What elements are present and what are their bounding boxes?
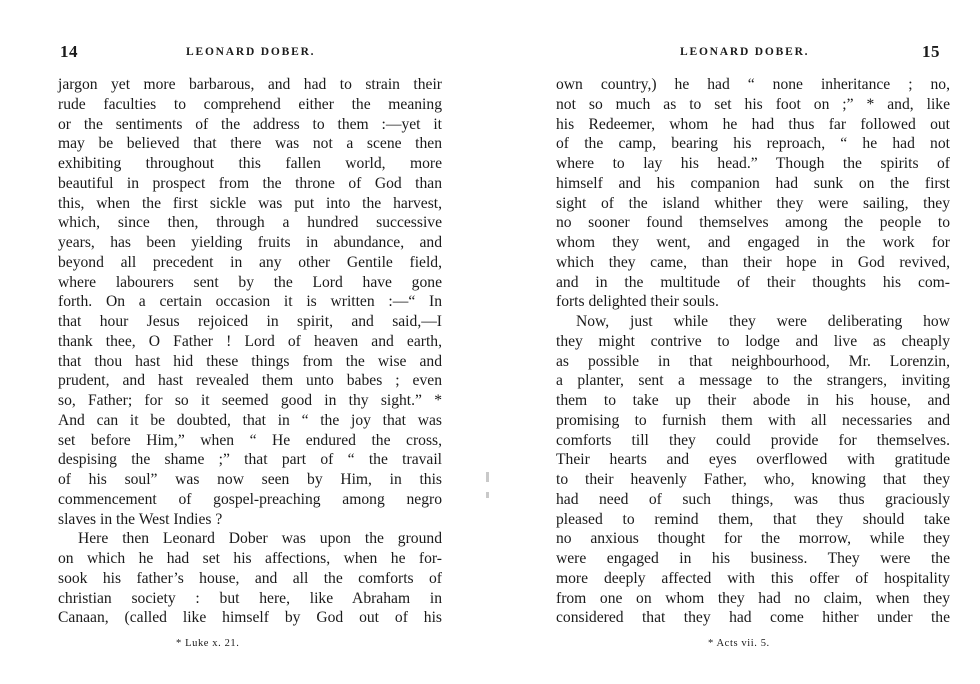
text-line: rude faculties to comprehend either the meaning [58,95,442,113]
text-line: himself and his companion had sunk on the first [556,174,950,192]
left-body-text [58,75,442,628]
text-line: more deeply affected with this offer of hospitality [556,569,950,587]
right-footnote: * Acts vii. 5. [708,638,770,649]
text-line: that thou hast hid these things from the wise and [58,352,442,370]
text-line: set before Him,” when “ He endured the cross, [58,431,442,449]
gutter-mark [486,492,489,498]
text-line: no anxious thought for the morrow, while they [556,530,950,548]
text-line: so, Father; for so it seemed good in thy sight.” * [58,392,442,409]
text-line: beautiful in prospect from the throne of God than [58,174,442,192]
text-line: Their hearts and eyes overflowed with gratitude [556,451,950,469]
text-line: Canaan, (called like himself by God out of his [58,609,442,627]
text-line: from one on whom they had no claim, when they [556,589,950,607]
text-line: comforts till they could provide for themselves. [556,431,950,449]
text-line: as possible in that neighbourhood, Mr. Lorenzin, [556,352,950,370]
text-line: which, since then, through a hundred successive [58,214,442,232]
text-line: were engaged in his business. They were the [556,550,950,567]
text-line: thank thee, O Father ! Lord of heaven and earth, [58,332,442,350]
text-line: years, has been yielding fruits in abundance, and [58,234,442,251]
right-running-title: LEONARD DOBER. [680,46,810,58]
text-line: not so much as to set his foot on ;” * and, like [556,95,950,113]
text-line: And can it be doubted, that in “ the joy that was [58,411,442,429]
text-line: own country,) he had “ none inheritance ; no, [556,76,950,93]
text-line: exhibiting throughout this fallen world, more [58,155,442,172]
text-line: sook his father’s house, and all the comforts of [58,569,442,587]
left-running-title: LEONARD DOBER. [186,46,316,58]
text-line: where labourers sent by the Lord have gone [58,273,442,291]
right-running-head [556,42,950,62]
text-line: promising to furnish them with all necessaries and [556,411,950,429]
text-line: prudent, and hast revealed them unto babes ; even [58,372,442,390]
right-page-number: 15 [922,42,940,61]
left-running-head [58,42,442,62]
text-line: jargon yet more barbarous, and had to strain their [58,76,442,93]
text-line: of the camp, bearing his reproach, “ he had not [556,135,950,153]
right-body-text [556,75,950,628]
text-line: Here then Leonard Dober was upon the ground [78,530,442,548]
text-line: no sooner found themselves among the people to [556,214,950,232]
text-line: forth. On a certain occasion it is written :—“ In [58,293,442,311]
text-line: where to lay his head.” Though the spirits of [556,155,950,172]
text-line: that hour Jesus rejoiced in spirit, and said,—I [58,313,442,330]
text-line: sight of the island whither they were sailing, they [556,194,950,212]
text-line: his Redeemer, whom he had thus far followed out [556,115,950,133]
left-page [58,0,442,684]
text-line: they might contrive to lodge and live as cheaply [556,332,950,350]
text-line: christian society : but here, like Abraham in [58,589,442,607]
text-line: or the sentiments of the address to them :—yet it [58,115,442,133]
text-line: Now, just while they were deliberating how [576,313,950,330]
text-line: may be believed that there was not a scene then [58,135,442,153]
text-line: and in the multitude of their thoughts his com- [556,273,950,291]
text-line: to their heavenly Father, who, knowing that they [556,471,950,488]
text-line: which they came, than their hope in God revived, [556,253,950,271]
text-line: commencement of gospel-preaching among negro [58,490,442,508]
text-line: beyond all precedent in any other Gentile field, [58,253,442,271]
left-footnote: * Luke x. 21. [176,638,240,649]
text-line: on which he had set his affections, when he for- [58,550,442,567]
text-line: forts delighted their souls. [556,293,719,311]
left-page-number: 14 [60,42,78,61]
text-line: had need of such things, was thus graciously [556,490,950,508]
gutter-mark [486,472,489,482]
text-line: whom they went, and engaged in the work for [556,234,950,251]
text-line: them to take up their abode in his house, and [556,392,950,409]
text-line: of his soul” was now seen by Him, in this [58,471,442,488]
text-line: slaves in the West Indies ? [58,510,223,528]
text-line: this, when the first sickle was put into the harvest, [58,194,442,212]
text-line: pleased to remind them, that they should take [556,510,950,528]
text-line: considered that they had come hither under the [556,609,950,627]
text-line: despising the shame ;” that part of “ the travail [58,451,442,469]
right-page [556,0,950,684]
text-line: a planter, sent a message to the strangers, inviting [556,372,950,390]
